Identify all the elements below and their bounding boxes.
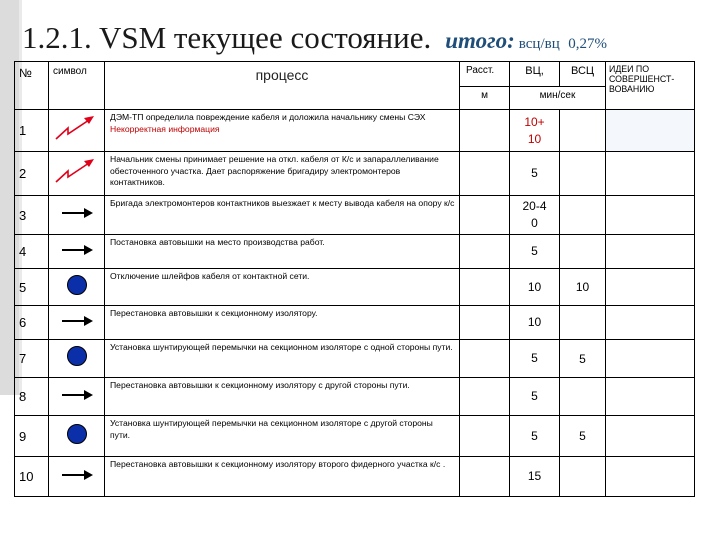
transport-arrow-icon	[60, 468, 94, 485]
row-distance	[460, 457, 510, 497]
row-ideas	[606, 269, 695, 306]
row-ideas	[606, 110, 695, 152]
row-vc-value	[510, 152, 560, 196]
vsm-table	[14, 61, 695, 497]
row-symbol	[49, 306, 105, 340]
row-ideas	[606, 152, 695, 196]
row-number: 5	[15, 269, 49, 306]
row-number: 1	[15, 110, 49, 152]
title-main: 1.2.1. VSM текущее состояние.	[22, 20, 432, 55]
row-ideas	[606, 340, 695, 378]
row-vc-value	[510, 457, 560, 497]
row-symbol	[49, 196, 105, 235]
row-number: 3	[15, 196, 49, 235]
row-process-text	[105, 306, 460, 340]
row-process-text	[105, 457, 460, 497]
row-symbol	[49, 457, 105, 497]
vc-value-text: 5	[531, 351, 538, 365]
vc-value-text: 5	[531, 428, 538, 443]
row-number: 2	[15, 152, 49, 196]
row-vsc-value	[560, 378, 606, 416]
row-vc-value	[510, 235, 560, 269]
process-description: Перестановка автовышки к секционному изолятору второго фидерного участка к/с .	[110, 459, 446, 469]
vc-value-text: 5	[531, 244, 538, 258]
row-vsc-value: 5	[560, 416, 606, 457]
row-ideas	[606, 306, 695, 340]
transport-arrow-icon	[60, 314, 94, 331]
row-process-text	[105, 340, 460, 378]
header-distance: Расст.	[460, 62, 510, 87]
row-vsc-value	[560, 110, 606, 152]
process-description: Перестановка автовышки к секционному изолятору.	[110, 308, 318, 318]
row-symbol	[49, 152, 105, 196]
row-symbol	[49, 378, 105, 416]
transport-arrow-icon	[60, 243, 94, 260]
row-vc-value	[510, 378, 560, 416]
lightning-arrow-icon	[53, 130, 101, 147]
title-total-label: итого:	[445, 28, 515, 53]
row-ideas	[606, 457, 695, 497]
row-process-text	[105, 110, 460, 152]
row-process-text	[105, 196, 460, 235]
row-distance	[460, 110, 510, 152]
row-distance	[460, 340, 510, 378]
row-vc-value	[510, 269, 560, 306]
header-process: процесс	[105, 62, 460, 110]
row-vsc-value	[560, 457, 606, 497]
row-process-text	[105, 152, 460, 196]
row-vsc-value	[560, 235, 606, 269]
title-total-suffix: всц/вц	[518, 36, 560, 52]
header-vsc: ВСЦ	[560, 62, 606, 87]
row-number: 9	[15, 416, 49, 457]
table-row	[15, 196, 695, 235]
vc-value-text: 10	[527, 279, 542, 294]
row-distance	[460, 306, 510, 340]
row-distance	[460, 235, 510, 269]
transport-arrow-icon	[60, 388, 94, 405]
row-process-text	[105, 416, 460, 457]
row-symbol	[49, 269, 105, 306]
row-number: 7	[15, 340, 49, 378]
row-symbol	[49, 340, 105, 378]
process-warning: Некорректная информация	[110, 123, 220, 134]
vc-value-text: 5	[531, 166, 538, 180]
header-num: №	[15, 62, 49, 110]
process-description: Начальник смены принимает решение на откл. кабеля от К/с и запараллеливание обесточенного участка. Дает распоряжение бригадиру электромонтеров контактников.	[110, 154, 439, 187]
row-distance	[460, 152, 510, 196]
vc-value-text: 20-40	[522, 199, 547, 230]
row-symbol	[49, 110, 105, 152]
table-row	[15, 340, 695, 378]
operation-circle-icon	[66, 283, 88, 300]
process-description: Постановка автовышки на место производства работ.	[110, 237, 325, 247]
header-time-unit: мин/сек	[510, 87, 606, 110]
row-vc-value	[510, 306, 560, 340]
row-vc-value	[510, 416, 560, 457]
vc-value-text: 10	[527, 315, 542, 329]
row-process-text	[105, 269, 460, 306]
row-number: 8	[15, 378, 49, 416]
row-process-text	[105, 235, 460, 269]
row-ideas	[606, 196, 695, 235]
table-row	[15, 416, 695, 457]
row-ideas	[606, 235, 695, 269]
process-description: ДЭМ-ТП определила повреждение кабеля и доложила начальнику смены СЭХ	[110, 112, 426, 122]
lightning-arrow-icon	[53, 173, 101, 190]
table-row	[15, 235, 695, 269]
row-vc-value	[510, 196, 560, 235]
header-symbol: символ	[49, 62, 105, 110]
operation-circle-icon	[66, 354, 88, 371]
process-description: Установка шунтирующей перемычки на секционном изоляторе с другой стороны пути.	[110, 418, 433, 440]
row-symbol	[49, 235, 105, 269]
transport-arrow-icon	[60, 206, 94, 223]
row-vsc-value: 10	[560, 269, 606, 306]
slide-title	[22, 20, 607, 60]
vc-value-text: 5	[531, 389, 538, 403]
row-vc-value	[510, 110, 560, 152]
row-symbol	[49, 416, 105, 457]
table-row	[15, 378, 695, 416]
table-row	[15, 457, 695, 497]
process-description: Перестановка автовышки к секционному изолятору с другой стороны пути.	[110, 380, 410, 390]
row-ideas	[606, 416, 695, 457]
row-distance	[460, 269, 510, 306]
row-vsc-value	[560, 196, 606, 235]
operation-circle-icon	[66, 432, 88, 449]
row-vsc-value	[560, 152, 606, 196]
row-distance	[460, 378, 510, 416]
table-row	[15, 110, 695, 152]
header-vc: ВЦ,	[510, 62, 560, 87]
table-row	[15, 306, 695, 340]
process-description: Отключение шлейфов кабеля от контактной сети.	[110, 271, 310, 281]
row-ideas	[606, 378, 695, 416]
row-number: 6	[15, 306, 49, 340]
process-description: Бригада электромонтеров контактников выезжает к месту вывода кабеля на опору к/с	[110, 198, 455, 208]
row-vsc-value	[560, 306, 606, 340]
header-row	[15, 62, 695, 87]
row-number: 4	[15, 235, 49, 269]
header-ideas: ИДЕИ ПО СОВЕРШЕНСТ-ВОВАНИЮ	[606, 62, 695, 110]
row-number: 10	[15, 457, 49, 497]
row-distance	[460, 196, 510, 235]
table-row	[15, 152, 695, 196]
process-description: Установка шунтирующей перемычки на секционном изоляторе с одной стороны пути.	[110, 342, 453, 352]
row-distance	[460, 416, 510, 457]
row-vc-value	[510, 340, 560, 378]
vc-value-text: 15	[527, 469, 542, 483]
title-total-value: 0,27%	[568, 36, 607, 52]
row-process-text	[105, 378, 460, 416]
header-distance-unit: м	[460, 87, 510, 110]
table-row	[15, 269, 695, 306]
row-vsc-value: 5	[560, 340, 606, 378]
vc-value-text: 10+ 10	[524, 114, 545, 146]
